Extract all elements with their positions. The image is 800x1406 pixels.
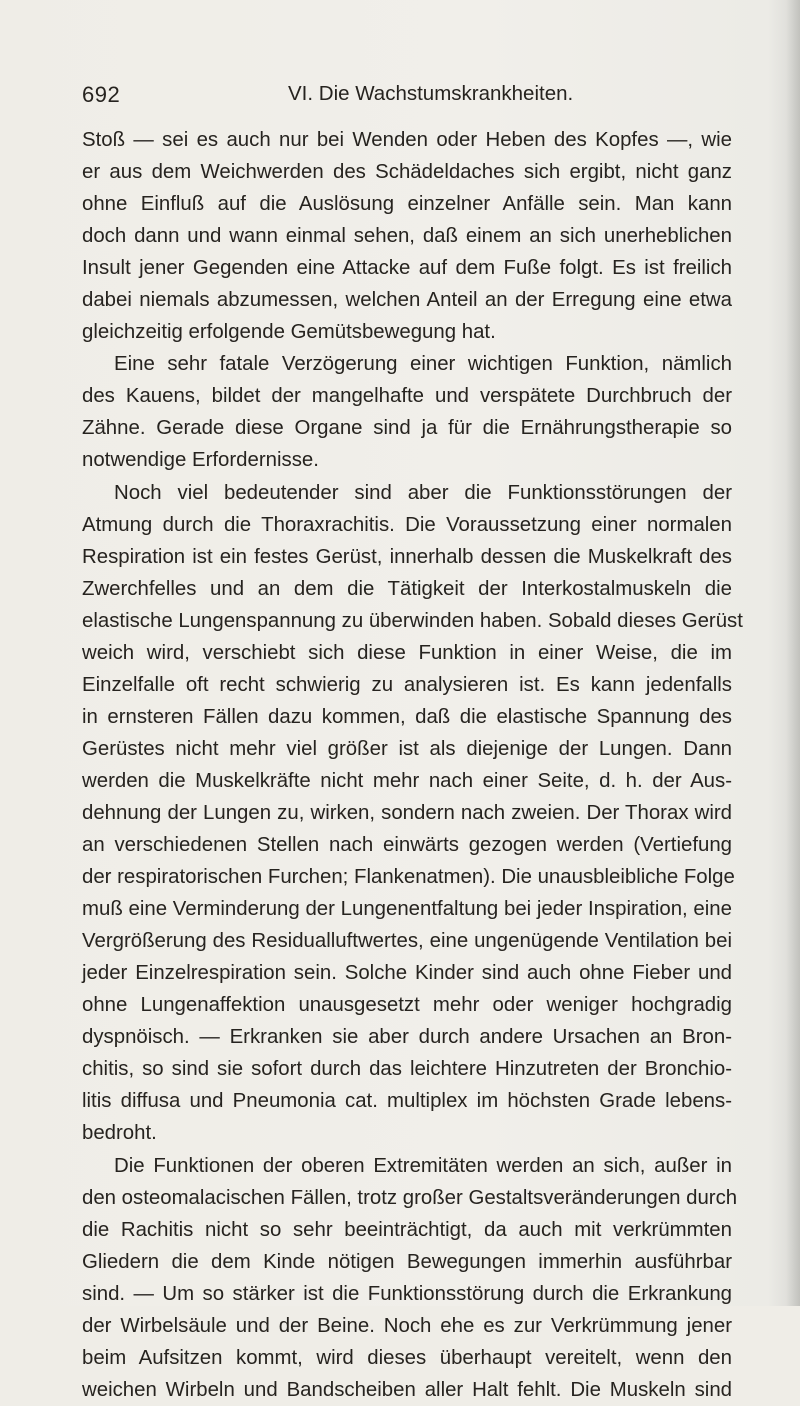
page-edge-shadow (786, 0, 800, 1306)
text-line: weichen Wirbeln und Bandscheiben aller Halt fehlt. Die Muskeln sind (82, 1378, 732, 1401)
text-line: litis diffusa und Pneumonia cat. multiplex im höchsten Grade lebens- (82, 1090, 732, 1113)
text-line: Eine sehr fatale Verzögerung einer wichtigen Funktion, nämlich (114, 353, 732, 376)
text-line: dyspnöisch. — Erkranken sie aber durch andere Ursachen an Bron- (82, 1026, 732, 1049)
text-line: den osteomalacischen Fällen, trotz großer Gestaltsveränderungen durch (82, 1186, 738, 1209)
text-line: Respiration ist ein festes Gerüst, innerhalb dessen die Muskelkraft des (82, 545, 732, 568)
text-line: in ernsteren Fällen dazu kommen, daß die elastische Spannung des (82, 705, 732, 728)
running-header (82, 82, 742, 112)
text-line: notwendige Erfordernisse. (82, 449, 319, 472)
text-line: weich wird, verschiebt sich diese Funktion in einer Weise, die im (82, 641, 732, 664)
text-line: Zwerchfelles und an dem die Tätigkeit der Interkostalmuskeln die (82, 577, 732, 600)
text-line: doch dann und wann einmal sehen, daß einem an sich unerheblichen (82, 225, 732, 248)
text-line: des Kauens, bildet der mangelhafte und verspätete Durchbruch der (82, 385, 732, 408)
text-line: werden die Muskelkräfte nicht mehr nach einer Seite, d. h. der Aus- (82, 769, 732, 792)
text-line: der Wirbelsäule und der Beine. Noch ehe es zur Verkrümmung jener (82, 1314, 732, 1337)
text-line: Einzelfalle oft recht schwierig zu analysieren ist. Es kann jedenfalls (82, 673, 732, 696)
text-line: dabei niemals abzumessen, welchen Anteil an der Erregung eine etwa (82, 289, 732, 312)
text-line: Vergrößerung des Residualluftwertes, eine ungenügende Ventilation bei (82, 930, 732, 953)
text-line: Atmung durch die Thoraxrachitis. Die Voraussetzung einer normalen (82, 513, 732, 536)
text-line: ohne Lungenaffektion unausgesetzt mehr oder weniger hochgradig (82, 994, 732, 1017)
text-line: bedroht. (82, 1122, 157, 1145)
text-line: Gliedern die dem Kinde nötigen Bewegungen immerhin ausführbar (82, 1250, 732, 1273)
text-line: chitis, so sind sie sofort durch das leichtere Hinzutreten der Bronchio- (82, 1058, 732, 1081)
body-text (82, 124, 743, 1406)
text-line: Gerüstes nicht mehr viel größer ist als diejenige der Lungen. Dann (82, 737, 732, 760)
text-line: Noch viel bedeutender sind aber die Funktionsstörungen der (114, 481, 732, 504)
text-line: an verschiedenen Stellen nach einwärts gezogen werden (Vertiefung (82, 834, 732, 857)
text-line: muß eine Verminderung der Lungenentfaltung bei jeder Inspiration, eine (82, 898, 732, 921)
text-line: sind. — Um so stärker ist die Funktionsstörung durch die Erkrankung (82, 1282, 732, 1305)
text-line: Insult jener Gegenden eine Attacke auf dem Fuße folgt. Es ist freilich (82, 257, 732, 280)
text-line: elastische Lungenspannung zu überwinden haben. Sobald dieses Gerüst (82, 609, 743, 632)
text-line: dehnung der Lungen zu, wirken, sondern nach zweien. Der Thorax wird (82, 801, 732, 824)
text-line: ohne Einfluß auf die Auslösung einzelner Anfälle sein. Man kann (82, 193, 732, 216)
text-line: Die Funktionen der oberen Extremitäten werden an sich, außer in (114, 1154, 732, 1177)
text-line: jeder Einzelrespiration sein. Solche Kinder sind auch ohne Fieber und (82, 962, 732, 985)
text-line: gleichzeitig erfolgende Gemütsbewegung hat. (82, 321, 496, 344)
text-line: beim Aufsitzen kommt, wird dieses überhaupt vereitelt, wenn den (82, 1346, 732, 1369)
text-line: Stoß — sei es auch nur bei Wenden oder Heben des Kopfes —, wie (82, 129, 732, 151)
text-line: Zähne. Gerade diese Organe sind ja für die Ernährungstherapie so (82, 417, 732, 440)
text-line: der respiratorischen Furchen; Flankenatmen). Die unausbleibliche Folge (82, 866, 735, 889)
page-number: 692 (82, 82, 121, 107)
chapter-title: VI. Die Wachstumskrankheiten. (288, 82, 574, 105)
text-line: die Rachitis nicht so sehr beeinträchtigt, da auch mit verkrümmten (82, 1218, 732, 1241)
text-line: er aus dem Weichwerden des Schädeldaches sich ergibt, nicht ganz (82, 161, 732, 184)
